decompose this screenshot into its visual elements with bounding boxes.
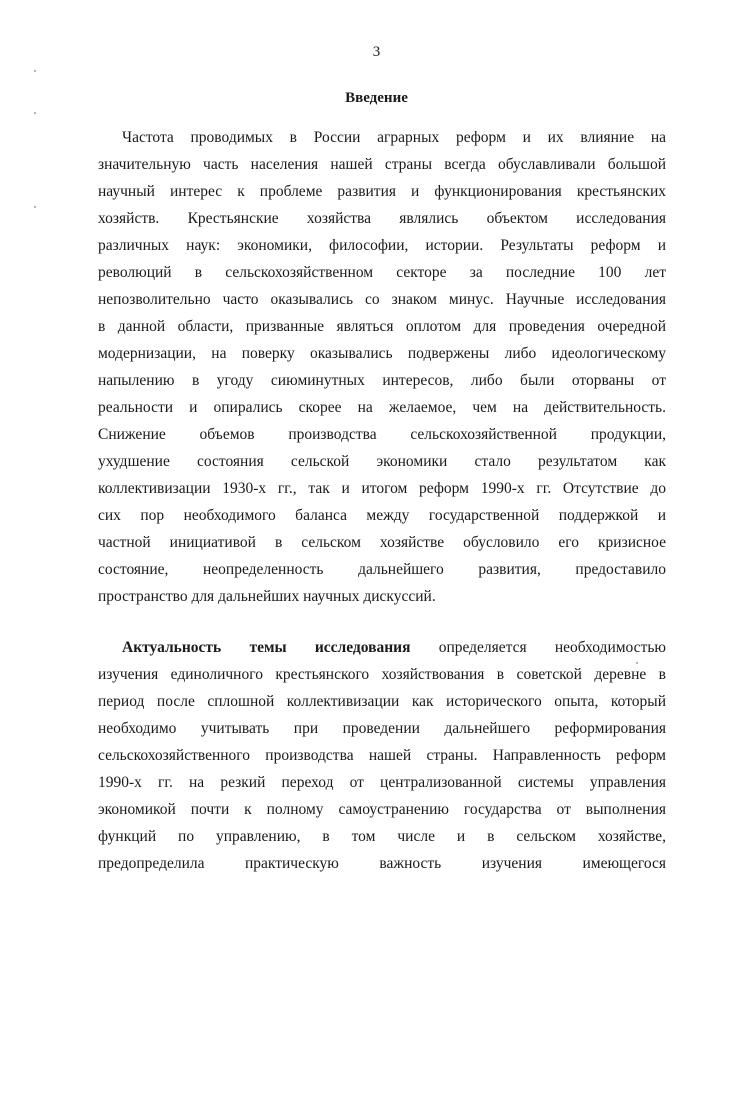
paragraph-line: экономикой почти к полному самоустранению государства от выполнения [98,801,666,818]
paragraph-line: Снижение объемов производства сельскохозяйственной продукции, [98,426,666,443]
paragraph-line: непозволительно часто оказывались со знаком минус. Научные исследования [98,291,666,308]
paragraph-line: различных наук: экономики, философии, истории. Результаты реформ и [98,237,666,254]
paragraph-line: реальности и опирались скорее на желаемое, чем на действительность. [98,399,666,416]
paragraph-line: сих пор необходимого баланса между государственной поддержкой и [98,507,666,524]
paragraph-line: напылению в угоду сиюминутных интересов, либо были оторваны от [98,372,666,389]
paragraph-line: функций по управлению, в том числе и в сельском хозяйстве, [98,828,666,845]
paragraph-line: предопределила практическую важность изучения имеющегося [98,855,666,872]
paragraph-line: необходимо учитывать при проведении дальнейшего реформирования [98,720,666,737]
scan-speck [34,70,36,72]
paragraph-line: частной инициативой в сельском хозяйстве обусловило его кризисное [98,534,666,551]
paragraph-first-line [98,634,666,661]
paragraph-line: ухудшение состояния сельской экономики стало результатом как [98,453,666,470]
paragraph-line: научный интерес к проблеме развития и функционирования крестьянских [98,183,666,200]
paragraph-line: значительную часть населения нашей страны всегда обуславливали большой [98,156,666,173]
paragraph-line: изучения единоличного крестьянского хозяйствования в советской деревне в [98,666,666,683]
paragraph-line: хозяйств. Крестьянские хозяйства являлись объектом исследования [98,210,666,227]
relevance-paragraph [98,634,666,877]
paragraph-line: Частота проводимых в России аграрных реформ и их влияние на [122,129,666,146]
page-number: 3 [372,44,381,60]
scan-speck [34,206,36,208]
introduction-paragraph [98,124,666,610]
paragraph-line: 1990-х гг. на резкий переход от централизованной системы управления [98,774,666,791]
paragraph-line: модернизации, на поверку оказывались подвержены либо идеологическому [98,345,666,362]
paragraph-line: коллективизации 1930-х гг., так и итогом реформ 1990-х гг. Отсутствие до [98,480,666,497]
section-heading: Введение [345,90,408,106]
paragraph-line: пространство для дальнейших научных дискуссий. [98,588,436,605]
paragraph-line: состояние, неопределенность дальнейшего развития, предоставило [98,561,666,578]
scan-speck [34,112,36,114]
paragraph-line: революций в сельскохозяйственном секторе за последние 100 лет [98,264,666,281]
paragraph-line: период после сплошной коллективизации как исторического опыта, который [98,693,666,710]
relevance-bold-lead: Актуальность темы исследования [122,639,411,656]
paragraph-line: сельскохозяйственного производства нашей страны. Направленность реформ [98,747,666,764]
paragraph-line: в данной области, призванные являться оплотом для проведения очередной [98,318,666,335]
relevance-first-line-rest: определяется необходимостью [410,639,666,656]
